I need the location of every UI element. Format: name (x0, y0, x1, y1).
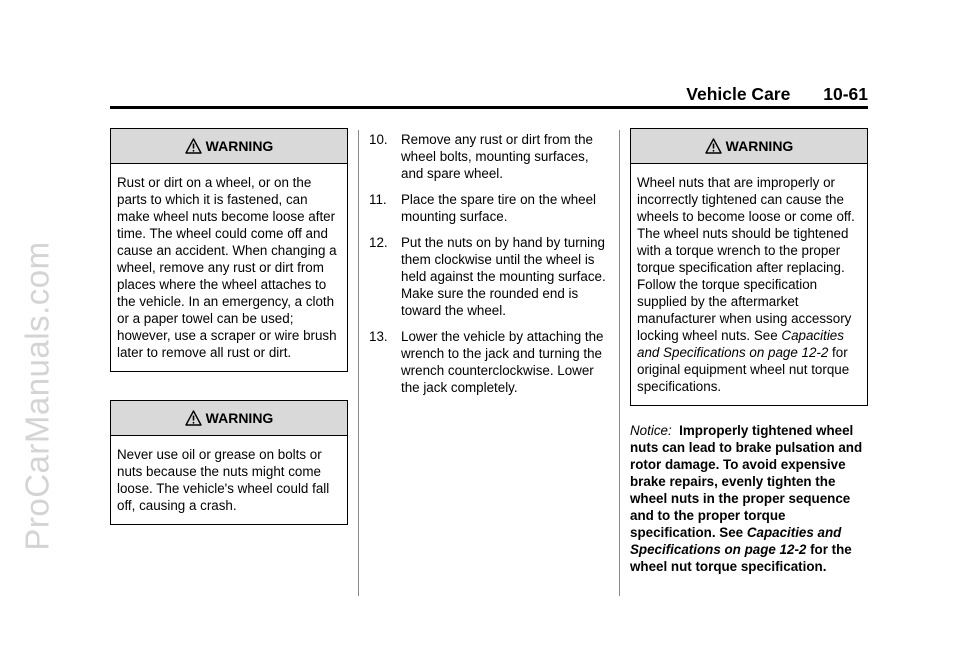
watermark (8, 126, 68, 666)
notice-label: Notice: (630, 423, 672, 438)
warning-box-torque (630, 128, 868, 406)
step-number: 13. (369, 329, 388, 344)
list-item (369, 131, 609, 182)
column-middle (369, 131, 609, 405)
warning-title: WARNING (205, 137, 274, 154)
warning-text: Rust or dirt on a wheel, or on the parts to which it is fastened, can make wheel nuts become loose after time. The wheel could come off and cause an accident. When changing a wheel, remove any rust or dirt from places where the wheel attaches to the vehicle. In an emergency, a cloth or a paper towel can be used; however, use a scraper or wire brush later to remove all rust or dirt. (117, 175, 337, 360)
notice-paragraph (630, 422, 868, 575)
header-right (686, 84, 868, 105)
warning-text (631, 164, 867, 405)
warning-box-oil (110, 400, 348, 525)
step-text: Lower the vehicle by attaching the wrench to the jack and turning the wrench counterclockwise. Lower the jack completely. (401, 329, 604, 395)
page-number: 10-61 (823, 84, 868, 104)
cross-reference-link[interactable]: Capacities and Specifications on page 12-2 (630, 525, 842, 557)
list-item (369, 328, 609, 396)
warning-text: Never use oil or grease on bolts or nuts because the nuts might come loose. The vehicle's wheel could fall off, causing a crash. (117, 447, 330, 513)
notice-text-part: for the wheel nut torque specification. (630, 542, 852, 574)
step-text: Put the nuts on by hand by turning them clockwise until the wheel is held against the mounting surface. Make sure the rounded end is toward the wheel. (401, 235, 606, 318)
step-number: 11. (369, 192, 387, 207)
warning-title: WARNING (205, 409, 274, 426)
section-title: Vehicle Care (686, 84, 791, 104)
warning-text-part: for original equipment wheel nut torque specifications. (637, 345, 850, 394)
column-left (110, 128, 348, 525)
warning-header (111, 129, 347, 164)
step-number: 10. (369, 132, 388, 147)
watermark-text: ProCarManuals.com (19, 241, 56, 551)
page-header (110, 84, 868, 109)
warning-icon (185, 138, 202, 154)
step-text: Place the spare tire on the wheel mounting surface. (401, 192, 597, 224)
list-item (369, 191, 609, 225)
column-divider-left (358, 130, 359, 596)
warning-header (631, 129, 867, 164)
list-item (369, 234, 609, 319)
step-number: 12. (369, 235, 388, 250)
column-right (630, 128, 868, 575)
warning-title: WARNING (725, 137, 794, 154)
notice-text-part: Improperly tightened wheel nuts can lead to brake pulsation and rotor damage. To avoid expensive brake repairs, evenly tighten the wheel nuts in the proper sequence and to the proper torque specification. See (630, 423, 866, 540)
warning-box-rust (110, 128, 348, 372)
step-list (369, 131, 609, 396)
warning-icon (705, 138, 722, 154)
cross-reference-link[interactable]: Capacities and Specifications on page 12-2 (637, 328, 844, 360)
warning-header (111, 401, 347, 436)
step-text: Remove any rust or dirt from the wheel bolts, mounting surfaces, and spare wheel. (401, 132, 594, 181)
warning-text-part: Wheel nuts that are improperly or incorrectly tightened can cause the wheels to become loose or come off. The wheel nuts should be tightened with a torque wrench to the proper torque specification after replacing. Follow the torque specification supplied by the aftermarket manufacturer when using accessory locking wheel nuts. See (637, 175, 855, 343)
column-divider-right (619, 130, 620, 596)
warning-icon (185, 410, 202, 426)
